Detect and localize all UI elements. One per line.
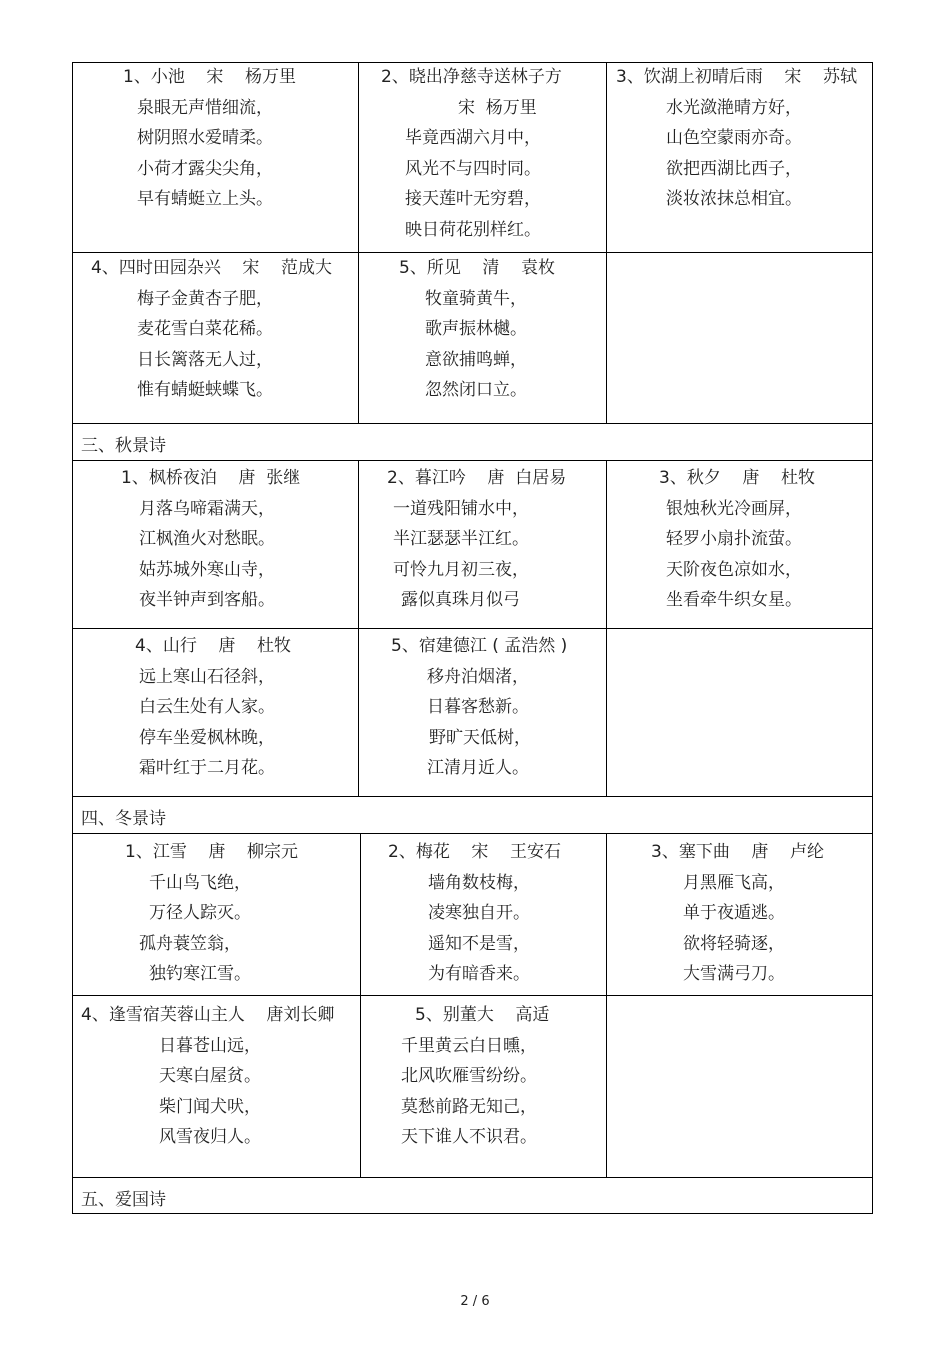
poem-line: 墙角数枝梅， bbox=[428, 872, 530, 893]
poem-cell bbox=[135, 631, 291, 784]
poem-cell bbox=[81, 1000, 334, 1153]
column-divider bbox=[606, 833, 607, 1177]
poem-line: 天阶夜色凉如水， bbox=[666, 559, 802, 580]
poem-line: 小荷才露尖尖角， bbox=[137, 158, 273, 179]
poem-line: 一道残阳铺水中， bbox=[393, 498, 529, 519]
poem-line: 月黑雁飞高， bbox=[683, 872, 785, 893]
column-divider bbox=[606, 460, 607, 796]
poem-line: 树阴照水爱晴柔。 bbox=[137, 128, 273, 148]
poem-line: 牧童骑黄牛， bbox=[425, 288, 527, 309]
poem-title: 5、所见 清 袁枚 bbox=[399, 258, 556, 278]
poem-line: 坐看牵牛织女星。 bbox=[666, 590, 802, 610]
poem-title: 4、四时田园杂兴 宋 范成大 bbox=[91, 258, 333, 278]
poem-cell bbox=[121, 463, 300, 616]
poem-title: 1、小池 宋 杨万里 bbox=[123, 67, 297, 87]
poem-title: 2、晓出净慈寺送林子方 bbox=[381, 67, 562, 87]
poem-line: 千山鸟飞绝， bbox=[149, 872, 251, 893]
poem-line: 早有蜻蜓立上头。 bbox=[137, 189, 273, 209]
poem-title: 2、梅花 宋 王安石 bbox=[388, 842, 562, 862]
row-divider bbox=[73, 995, 872, 996]
poem-line: 水光潋滟晴方好， bbox=[666, 97, 802, 118]
poem-line: 泉眼无声惜细流， bbox=[137, 97, 273, 118]
poem-title: 1、江雪 唐 柳宗元 bbox=[125, 842, 299, 862]
poem-line: 孤舟蓑笠翁， bbox=[139, 933, 241, 954]
poem-line: 风雪夜归人。 bbox=[159, 1127, 261, 1147]
poem-line: 欲将轻骑逐， bbox=[683, 933, 785, 954]
row-divider bbox=[73, 628, 872, 629]
poem-line: 独钓寒江雪。 bbox=[149, 964, 251, 984]
poem-line: 日长篱落无人过， bbox=[137, 349, 273, 370]
poem-line: 柴门闻犬吠， bbox=[159, 1096, 261, 1117]
poem-line: 单于夜遁逃。 bbox=[683, 903, 785, 923]
poem-title: 4、山行 唐 杜牧 bbox=[135, 636, 292, 656]
poem-cell bbox=[125, 837, 298, 990]
poem-line: 莫愁前路无知己， bbox=[401, 1096, 537, 1117]
poem-line: 江清月近人。 bbox=[427, 758, 529, 778]
poem-line: 惟有蜻蜓蛱蝶飞。 bbox=[137, 380, 273, 400]
poem-line: 风光不与四时同。 bbox=[405, 158, 541, 179]
poem-title: 2、暮江吟 唐 白居易 bbox=[387, 468, 567, 488]
poem-line: 遥知不是雪， bbox=[428, 933, 530, 954]
poem-cell bbox=[651, 837, 824, 990]
poem-table bbox=[72, 62, 873, 1214]
poem-line: 日暮客愁新。 bbox=[427, 697, 529, 717]
poem-line: 接天莲叶无穷碧， bbox=[405, 189, 541, 209]
poem-line: 天下谁人不识君。 bbox=[401, 1127, 537, 1147]
poem-line: 白云生处有人家。 bbox=[139, 697, 275, 717]
poem-title: 4、逢雪宿芙蓉山主人 唐刘长卿 bbox=[81, 1005, 335, 1025]
poem-cell bbox=[388, 837, 561, 990]
poem-line: 远上寒山石径斜， bbox=[139, 666, 275, 687]
poem-title: 3、饮湖上初晴后雨 宋 苏轼 bbox=[616, 67, 858, 87]
poem-line: 北风吹雁雪纷纷。 bbox=[401, 1066, 537, 1086]
row-divider bbox=[73, 833, 872, 834]
poem-line: 夜半钟声到客船。 bbox=[139, 590, 275, 610]
poem-line: 姑苏城外寒山寺， bbox=[139, 559, 275, 580]
row-divider bbox=[73, 423, 872, 424]
poem-line: 意欲捕鸣蝉， bbox=[425, 349, 527, 370]
column-divider bbox=[358, 63, 359, 423]
poem-line: 霜叶红于二月花。 bbox=[139, 758, 275, 778]
column-divider bbox=[358, 460, 359, 796]
poem-title: 1、枫桥夜泊 唐 张继 bbox=[121, 468, 301, 488]
poem-title: 5、别董大 高适 bbox=[415, 1005, 550, 1025]
poem-subtitle: 宋 杨万里 bbox=[458, 97, 537, 118]
poem-cell bbox=[387, 463, 566, 616]
section-heading: 三、秋景诗 bbox=[81, 436, 166, 456]
poem-line: 可怜九月初三夜， bbox=[393, 559, 529, 580]
poem-line: 山色空蒙雨亦奇。 bbox=[666, 128, 802, 148]
poem-cell bbox=[659, 463, 815, 616]
poem-line: 江枫渔火对愁眠。 bbox=[139, 529, 275, 549]
poem-line: 野旷天低树， bbox=[429, 727, 531, 748]
poem-cell bbox=[123, 62, 296, 215]
poem-line: 天寒白屋贫。 bbox=[159, 1066, 261, 1086]
poem-line: 大雪满弓刀。 bbox=[683, 964, 785, 984]
poem-title: 3、塞下曲 唐 卢纶 bbox=[651, 842, 825, 862]
section-heading: 五、爱国诗 bbox=[81, 1190, 166, 1210]
poem-line: 凌寒独自开。 bbox=[428, 903, 530, 923]
poem-cell bbox=[399, 253, 555, 406]
poem-cell bbox=[91, 253, 332, 406]
section-heading: 四、冬景诗 bbox=[81, 809, 166, 829]
poem-line: 映日荷花别样红。 bbox=[405, 219, 541, 240]
poem-cell bbox=[391, 631, 567, 784]
poem-line: 移舟泊烟渚， bbox=[427, 666, 529, 687]
poem-line: 千里黄云白日曛， bbox=[401, 1035, 537, 1056]
poem-cell bbox=[616, 62, 857, 215]
column-divider bbox=[606, 63, 607, 423]
poem-line: 歌声振林樾。 bbox=[425, 319, 527, 339]
poem-line: 淡妆浓抹总相宜。 bbox=[666, 189, 802, 209]
poem-cell bbox=[381, 62, 562, 245]
row-divider bbox=[73, 796, 872, 797]
poem-line: 麦花雪白菜花稀。 bbox=[137, 319, 273, 339]
row-divider bbox=[73, 1177, 872, 1178]
poem-title: 3、秋夕 唐 杜牧 bbox=[659, 468, 816, 488]
poem-line: 半江瑟瑟半江红。 bbox=[393, 529, 529, 549]
poem-line: 梅子金黄杏子肥， bbox=[137, 288, 273, 309]
poem-line: 银烛秋光冷画屏， bbox=[666, 498, 802, 519]
poem-line: 日暮苍山远， bbox=[159, 1035, 261, 1056]
poem-line: 万径人踪灭。 bbox=[149, 903, 251, 923]
poem-cell bbox=[401, 1000, 549, 1153]
poem-line: 露似真珠月似弓 bbox=[401, 590, 520, 610]
poem-line: 欲把西湖比西子， bbox=[666, 158, 802, 179]
poem-line: 停车坐爱枫林晚， bbox=[139, 727, 275, 748]
poem-line: 月落乌啼霜满天， bbox=[139, 498, 275, 519]
poem-line: 毕竟西湖六月中， bbox=[405, 128, 541, 148]
column-divider bbox=[360, 833, 361, 1177]
page-number: 2 / 6 bbox=[460, 1294, 490, 1309]
row-divider bbox=[73, 460, 872, 461]
poem-title: 5、宿建德江 ( 孟浩然 ) bbox=[391, 636, 568, 656]
poem-line: 轻罗小扇扑流萤。 bbox=[666, 529, 802, 549]
poem-line: 忽然闭口立。 bbox=[425, 380, 527, 400]
poem-line: 为有暗香来。 bbox=[428, 964, 530, 984]
